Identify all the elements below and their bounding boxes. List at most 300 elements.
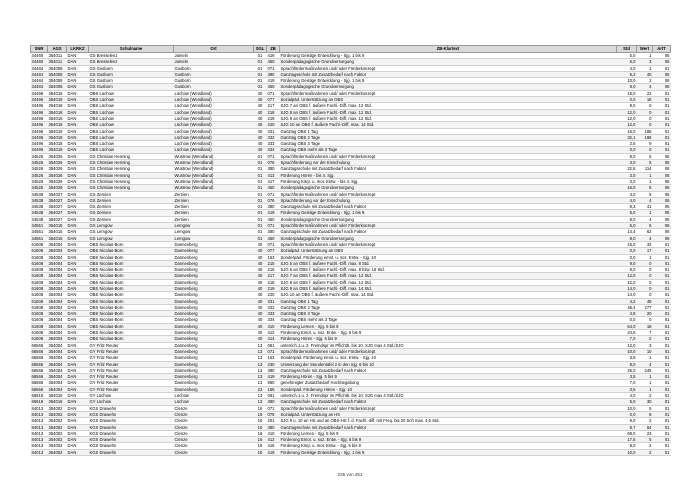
cell-zb-klartext: Förderung Körp. u. mot. Entw. - bis 4. Sjg. [280, 178, 617, 184]
cell-lkrkz: DAN [67, 235, 89, 241]
cell-zb: 071 [267, 223, 280, 229]
cell-wert: 7 [637, 330, 653, 336]
cell-sgl: 16 [254, 437, 267, 443]
cell-lkrkz: DAN [67, 115, 89, 121]
cell-ags: 354027 [48, 197, 67, 203]
cell-std: 8,0 [617, 84, 637, 90]
cell-zb-klartext: Sonderpäd. Förderung emot. u. soz. Entw. - Sjg. 10 [280, 254, 617, 260]
data-sheet [30, 45, 670, 456]
cell-lkrkz: DAN [67, 285, 89, 291]
cell-zb: 380 [267, 399, 280, 405]
cell-ags: 354018 [48, 109, 67, 115]
cell-lkrkz: DAN [67, 210, 89, 216]
cell-snr: 61608 [31, 323, 48, 329]
cell-zb-klartext: SJG 10 an OBS f. äußere Fachl.-Diff. max. 14 Std. [280, 122, 617, 128]
cell-lkrkz: DAN [67, 449, 89, 455]
cell-artt: 01 [653, 109, 671, 115]
cell-ags: 354018 [48, 128, 67, 134]
cell-wert: 2 [637, 393, 653, 399]
cell-sgl: 40 [254, 141, 267, 147]
cell-std: 9,0 [617, 260, 637, 266]
cell-sgl: 40 [254, 330, 267, 336]
cell-snr: 66566 [31, 374, 48, 380]
cell-sgl: 40 [254, 241, 267, 247]
cell-ort: Gusborn [174, 84, 254, 90]
cell-ags: 354002 [48, 411, 67, 417]
cell-artt: 06 [653, 71, 671, 77]
cell-lkrkz: DAN [67, 355, 89, 361]
cell-std: 6,0 [617, 59, 637, 65]
cell-std: 0,0 [617, 97, 637, 103]
cell-schulname: OBS Nicolas-Born [89, 241, 174, 247]
cell-ort: Lüchow (Wendland) [174, 90, 254, 96]
col-header-wert[interactable]: Wert [637, 46, 653, 53]
cell-zb-klartext: Sozialpäd. Unterstützung an OBS [280, 248, 617, 254]
cell-zb-klartext: Ganztag OBS 3 Tage [280, 311, 617, 317]
cell-schulname: KGS Drawehn [89, 411, 174, 417]
cell-artt: 01 [653, 122, 671, 128]
cell-zb-klartext: Förderung Geistige Entwicklung - Sjg. 1 bis 9 [280, 449, 617, 455]
cell-snr: 66566 [31, 355, 48, 361]
cell-ort: Wustrow (Wendland) [174, 166, 254, 172]
cell-zb-klartext: Sprachfördermaßnahmen und/ oder Förderkonzept [280, 191, 617, 197]
cell-ags: 354002 [48, 449, 67, 455]
cell-wert: 64 [637, 424, 653, 430]
cell-std: 12,0 [617, 342, 637, 348]
cell-schulname: GS Christian Henning [89, 153, 174, 159]
cell-schulname: KGS Drawehn [89, 443, 174, 449]
cell-std: 2,5 [617, 141, 637, 147]
cell-wert: 1 [637, 355, 653, 361]
cell-ort: Lüchow (Wendland) [174, 97, 254, 103]
cell-zb-klartext: Sonderpädagogische Grundversorgung [280, 185, 617, 191]
cell-zb: 450 [267, 59, 280, 65]
cell-std: 10,0 [617, 348, 637, 354]
cell-artt: 06 [653, 210, 671, 216]
cell-zb: 219 [267, 285, 280, 291]
cell-artt: 06 [653, 84, 671, 90]
cell-schulname: OBS Nicolas-Born [89, 260, 174, 266]
cell-sgl: 01 [254, 185, 267, 191]
cell-zb-klartext: Ganztagsschule mit Zusatzbedarf nach Faktor [280, 367, 617, 373]
cell-ags: 354004 [48, 292, 67, 298]
cell-zb: 413 [267, 172, 280, 178]
data-table [30, 45, 671, 456]
cell-wert: 32 [637, 241, 653, 247]
cell-ort: Clenze [174, 411, 254, 417]
cell-zb-klartext: Umsetzung der Stundentafel 2 in den Sjg. 8 bis 10 [280, 361, 617, 367]
cell-ags: 354004 [48, 248, 67, 254]
cell-lkrkz: DAN [67, 418, 89, 424]
cell-artt: 01 [653, 449, 671, 455]
cell-zb-klartext: Sonderpädagogische Grundversorgung [280, 216, 617, 222]
cell-schulname: OBS Nicolas-Born [89, 336, 174, 342]
cell-ags: 354015 [48, 223, 67, 229]
cell-ort: Jameln [174, 59, 254, 65]
cell-wert: 4 [637, 216, 653, 222]
cell-ort: Wustrow (Wendland) [174, 185, 254, 191]
cell-wert: 1 [637, 172, 653, 178]
cell-zb-klartext: genehmigter Zusatzbedarf Hochbegabung [280, 380, 617, 386]
cell-wert: 4 [637, 235, 653, 241]
cell-lkrkz: DAN [67, 411, 89, 417]
cell-snr: 34496 [31, 141, 48, 147]
cell-ort: Lüchow (Wendland) [174, 128, 254, 134]
cell-ort: Lüchow (Wendland) [174, 109, 254, 115]
cell-ort: Dannenberg [174, 311, 254, 317]
cell-sgl: 16 [254, 424, 267, 430]
cell-zb-klartext: Ganztag OBS 3 Tage [280, 141, 617, 147]
cell-wert: 6 [637, 223, 653, 229]
cell-std: 4,0 [617, 65, 637, 71]
cell-zb: 332 [267, 304, 280, 310]
cell-schulname: GY Lüchow [89, 399, 174, 405]
cell-sgl: 40 [254, 336, 267, 342]
col-header-zb[interactable]: ZB [267, 46, 280, 53]
cell-sgl: 01 [254, 84, 267, 90]
cell-lkrkz: DAN [67, 204, 89, 210]
cell-snr: 61608 [31, 260, 48, 266]
cell-artt: 01 [653, 285, 671, 291]
cell-artt: 01 [653, 65, 671, 71]
cell-lkrkz: DAN [67, 90, 89, 96]
cell-std: 17,5 [617, 437, 637, 443]
cell-std: 4,0 [617, 197, 637, 203]
cell-snr: 34538 [31, 191, 48, 197]
cell-lkrkz: DAN [67, 78, 89, 84]
cell-artt: 01 [653, 273, 671, 279]
cell-lkrkz: DAN [67, 71, 89, 77]
cell-ags: 354004 [48, 241, 67, 247]
col-header-snr[interactable]: SNR [31, 46, 48, 53]
cell-lkrkz: DAN [67, 254, 89, 260]
cell-std: 3,0 [617, 191, 637, 197]
cell-artt: 01 [653, 342, 671, 348]
cell-artt: 01 [653, 147, 671, 153]
cell-sgl: 13 [254, 399, 267, 405]
cell-ort: Jameln [174, 53, 254, 59]
cell-wert: 1 [637, 380, 653, 386]
cell-zb-klartext: unterrich.1.u. 2. Fremdspr im Pflichtb. bis 10. SJG max 4 Std./SJG [280, 342, 617, 348]
cell-artt: 01 [653, 405, 671, 411]
cell-artt: 06 [653, 235, 671, 241]
cell-sgl: 01 [254, 197, 267, 203]
cell-schulname: OBS Lüchow [89, 128, 174, 134]
cell-sgl: 13 [254, 393, 267, 399]
col-header-zb-klartext[interactable]: ZB-Klartext [280, 46, 617, 53]
cell-lkrkz: DAN [67, 260, 89, 266]
cell-sgl: 40 [254, 109, 267, 115]
cell-snr: 66566 [31, 367, 48, 373]
cell-zb: 450 [267, 84, 280, 90]
cell-wert: 8 [637, 185, 653, 191]
cell-lkrkz: DAN [67, 424, 89, 430]
cell-snr: 34526 [31, 172, 48, 178]
col-header-artt[interactable]: ArtT [653, 46, 671, 53]
cell-schulname: GS Lemgow [89, 229, 174, 235]
cell-snr: 84013 [31, 411, 48, 417]
cell-wert: 1 [637, 254, 653, 260]
cell-snr: 66618 [31, 399, 48, 405]
cell-sgl: 16 [254, 411, 267, 417]
cell-std: 14,0 [617, 285, 637, 291]
cell-zb: 950 [267, 380, 280, 386]
cell-snr: 34538 [31, 204, 48, 210]
cell-ort: Zernien [174, 210, 254, 216]
cell-sgl: 16 [254, 443, 267, 449]
cell-ort: Dannenberg [174, 298, 254, 304]
cell-artt: 06 [653, 223, 671, 229]
cell-artt: 01 [653, 254, 671, 260]
cell-ags: 354004 [48, 279, 67, 285]
cell-zb-klartext: Sprachfördermaßnahmen und/ oder Förderkonzept [280, 153, 617, 159]
cell-std: 14,4 [617, 229, 637, 235]
cell-wert: 30 [637, 399, 653, 405]
cell-sgl: 40 [254, 254, 267, 260]
cell-artt: 06 [653, 160, 671, 166]
cell-zb: 220 [267, 122, 280, 128]
cell-zb-klartext: Sprachfördermaßnahmen und/ oder Förderkonzept [280, 241, 617, 247]
cell-zb: 380 [267, 367, 280, 373]
cell-schulname: GY Fritz Reuter [89, 355, 174, 361]
cell-ags: 354004 [48, 348, 67, 354]
cell-lkrkz: DAN [67, 380, 89, 386]
cell-std: 10,0 [617, 78, 637, 84]
cell-wert: 1 [637, 374, 653, 380]
cell-schulname: GS Zernien [89, 191, 174, 197]
cell-ags: 354018 [48, 134, 67, 140]
cell-wert: 1 [637, 386, 653, 392]
cell-schulname: GS Christian Henning [89, 160, 174, 166]
cell-snr: 34538 [31, 210, 48, 216]
cell-schulname: OBS Lüchow [89, 90, 174, 96]
cell-ags: 354004 [48, 298, 67, 304]
cell-wert: 2 [637, 443, 653, 449]
cell-zb-klartext: Ganztag OBS 2 Tage [280, 304, 617, 310]
cell-artt: 06 [653, 204, 671, 210]
cell-zb: 419 [267, 374, 280, 380]
cell-ort: Clenze [174, 405, 254, 411]
cell-lkrkz: DAN [67, 128, 89, 134]
cell-wert: 0 [637, 147, 653, 153]
page-number: 235 von 451 [337, 472, 363, 477]
cell-artt: 06 [653, 197, 671, 203]
cell-lkrkz: DAN [67, 216, 89, 222]
cell-zb: 071 [267, 191, 280, 197]
cell-wert: 23 [637, 430, 653, 436]
cell-artt: 01 [653, 317, 671, 323]
cell-ort: Zernien [174, 197, 254, 203]
cell-wert: 1 [637, 178, 653, 184]
cell-wert: 186 [637, 134, 653, 140]
cell-zb: 071 [267, 65, 280, 71]
cell-ags: 354018 [48, 103, 67, 109]
cell-sgl: 16 [254, 449, 267, 455]
cell-artt: 01 [653, 430, 671, 436]
cell-zb-klartext: SJG 6 an OBS f. äußere Fachl.-Diff. max. 8 bzw. 16 Std. [280, 267, 617, 273]
cell-std: 69,0 [617, 430, 637, 436]
cell-wert: 2 [637, 78, 653, 84]
cell-schulname: GS Gusborn [89, 78, 174, 84]
cell-ort: Clenze [174, 424, 254, 430]
cell-snr: 66566 [31, 380, 48, 386]
cell-artt: 01 [653, 348, 671, 354]
cell-zb-klartext: Sprachfördermaßnahmen und/ oder Förderkonzept [280, 90, 617, 96]
cell-sgl: 16 [254, 405, 267, 411]
cell-ort: Lüchow [174, 399, 254, 405]
col-header-sgl[interactable]: SGL [254, 46, 267, 53]
cell-zb-klartext: Ganztag OBS mehr als 3 Tage [280, 147, 617, 153]
cell-zb: 153 [267, 254, 280, 260]
cell-ort: Dannenberg [174, 336, 254, 342]
cell-zb-klartext: Sonderpädagogische Grundversorgung [280, 59, 617, 65]
cell-ags: 354002 [48, 437, 67, 443]
cell-zb: 419 [267, 53, 280, 59]
cell-ags: 354018 [48, 141, 67, 147]
cell-sgl: 40 [254, 134, 267, 140]
cell-wert: 1 [637, 210, 653, 216]
cell-lkrkz: DAN [67, 292, 89, 298]
cell-snr: 61608 [31, 285, 48, 291]
cell-snr: 34526 [31, 185, 48, 191]
cell-schulname: OBS Nicolas-Born [89, 323, 174, 329]
cell-zb: 380 [267, 229, 280, 235]
cell-snr: 61608 [31, 292, 48, 298]
cell-snr: 34496 [31, 134, 48, 140]
cell-schulname: KGS Drawehn [89, 405, 174, 411]
cell-snr: 34496 [31, 109, 48, 115]
cell-std: 8,0 [617, 235, 637, 241]
cell-ort: Dannenberg [174, 348, 254, 354]
cell-wert: 18 [637, 97, 653, 103]
cell-lkrkz: DAN [67, 223, 89, 229]
cell-ags: 354004 [48, 317, 67, 323]
cell-ags: 354018 [48, 122, 67, 128]
cell-lkrkz: DAN [67, 122, 89, 128]
col-header-std[interactable]: Std [617, 46, 637, 53]
cell-lkrkz: DAN [67, 229, 89, 235]
cell-ags: 354004 [48, 336, 67, 342]
cell-artt: 01 [653, 141, 671, 147]
cell-ags: 354026 [48, 166, 67, 172]
cell-ort: Lüchow (Wendland) [174, 103, 254, 109]
cell-sgl: 01 [254, 153, 267, 159]
cell-zb-klartext: SJG 9 an OBS f. äußere Fachl.-Diff. max. 14 Std. [280, 285, 617, 291]
cell-zb-klartext: Ganztag OBS mehr als 3 Tage [280, 317, 617, 323]
cell-ags: 354004 [48, 323, 67, 329]
cell-zb: 071 [267, 241, 280, 247]
cell-wert: 0 [637, 260, 653, 266]
cell-snr: 61608 [31, 273, 48, 279]
cell-sgl: 40 [254, 128, 267, 134]
cell-zb-klartext: Förderung Lernen - Sjg. 5 bis 9 [280, 430, 617, 436]
cell-std: 5,0 [617, 210, 637, 216]
cell-snr: 34526 [31, 166, 48, 172]
cell-std: 10,0 [617, 449, 637, 455]
cell-snr: 61608 [31, 254, 48, 260]
cell-sgl: 01 [254, 71, 267, 77]
cell-wert: 4 [637, 197, 653, 203]
cell-sgl: 01 [254, 78, 267, 84]
cell-ags: 354026 [48, 172, 67, 178]
cell-artt: 01 [653, 418, 671, 424]
cell-zb: 218 [267, 279, 280, 285]
cell-ags: 354004 [48, 342, 67, 348]
cell-zb-klartext: Förderung Geistige Entwicklung - Sjg. 1 bis 9 [280, 78, 617, 84]
cell-lkrkz: DAN [67, 405, 89, 411]
cell-zb: 412 [267, 437, 280, 443]
cell-zb: 331 [267, 128, 280, 134]
cell-artt: 01 [653, 90, 671, 96]
cell-artt: 01 [653, 336, 671, 342]
cell-lkrkz: DAN [67, 160, 89, 166]
cell-sgl: 13 [254, 342, 267, 348]
cell-wert: 62 [637, 229, 653, 235]
cell-snr: 84013 [31, 418, 48, 424]
cell-lkrkz: DAN [67, 103, 89, 109]
cell-wert: 8 [637, 411, 653, 417]
col-header-ort[interactable]: Ort [174, 46, 254, 53]
cell-std: 7,0 [617, 336, 637, 342]
table-row[interactable] [31, 449, 671, 455]
cell-schulname: OBS Nicolas-Born [89, 292, 174, 298]
col-header-lkrkz[interactable]: LKRKZ [67, 46, 89, 53]
cell-snr: 61608 [31, 336, 48, 342]
cell-sgl: 01 [254, 53, 267, 59]
cell-zb: 077 [267, 248, 280, 254]
cell-sgl: 13 [254, 348, 267, 354]
cell-std: 16,0 [617, 128, 637, 134]
col-header-ags[interactable]: AGS [48, 46, 67, 53]
cell-sgl: 40 [254, 122, 267, 128]
cell-wert: 0 [637, 103, 653, 109]
cell-wert: 0 [637, 115, 653, 121]
cell-ort: Lemgow [174, 235, 254, 241]
cell-wert: 0 [637, 109, 653, 115]
cell-zb-klartext: Ganztag OBS 1 Tag [280, 128, 617, 134]
cell-ort: Dannenberg [174, 241, 254, 247]
cell-lkrkz: DAN [67, 141, 89, 147]
cell-sgl: 13 [254, 355, 267, 361]
cell-ags: 354015 [48, 229, 67, 235]
cell-snr: 34526 [31, 160, 48, 166]
cell-sgl: 01 [254, 204, 267, 210]
cell-ags: 354004 [48, 267, 67, 273]
cell-ags: 354018 [48, 115, 67, 121]
cell-schulname: GY Fritz Reuter [89, 342, 174, 348]
cell-snr: 84013 [31, 424, 48, 430]
cell-ags: 354016 [48, 393, 67, 399]
cell-ort: Dannenberg [174, 285, 254, 291]
cell-artt: 01 [653, 248, 671, 254]
cell-schulname: GY Fritz Reuter [89, 348, 174, 354]
cell-snr: 61608 [31, 267, 48, 273]
cell-schulname: OBS Lüchow [89, 115, 174, 121]
cell-zb: 155 [267, 386, 280, 392]
cell-std: 9,0 [617, 418, 637, 424]
cell-ags: 354027 [48, 210, 67, 216]
cell-sgl: 40 [254, 304, 267, 310]
cell-ort: Dannenberg [174, 330, 254, 336]
cell-std: 46,4 [617, 304, 637, 310]
cell-lkrkz: DAN [67, 393, 89, 399]
cell-ort: Dannenberg [174, 374, 254, 380]
cell-ort: Dannenberg [174, 386, 254, 392]
cell-std: 12,0 [617, 122, 637, 128]
cell-snr: 61608 [31, 330, 48, 336]
col-header-schulname[interactable]: Schulname [89, 46, 174, 53]
cell-zb: 230 [267, 361, 280, 367]
